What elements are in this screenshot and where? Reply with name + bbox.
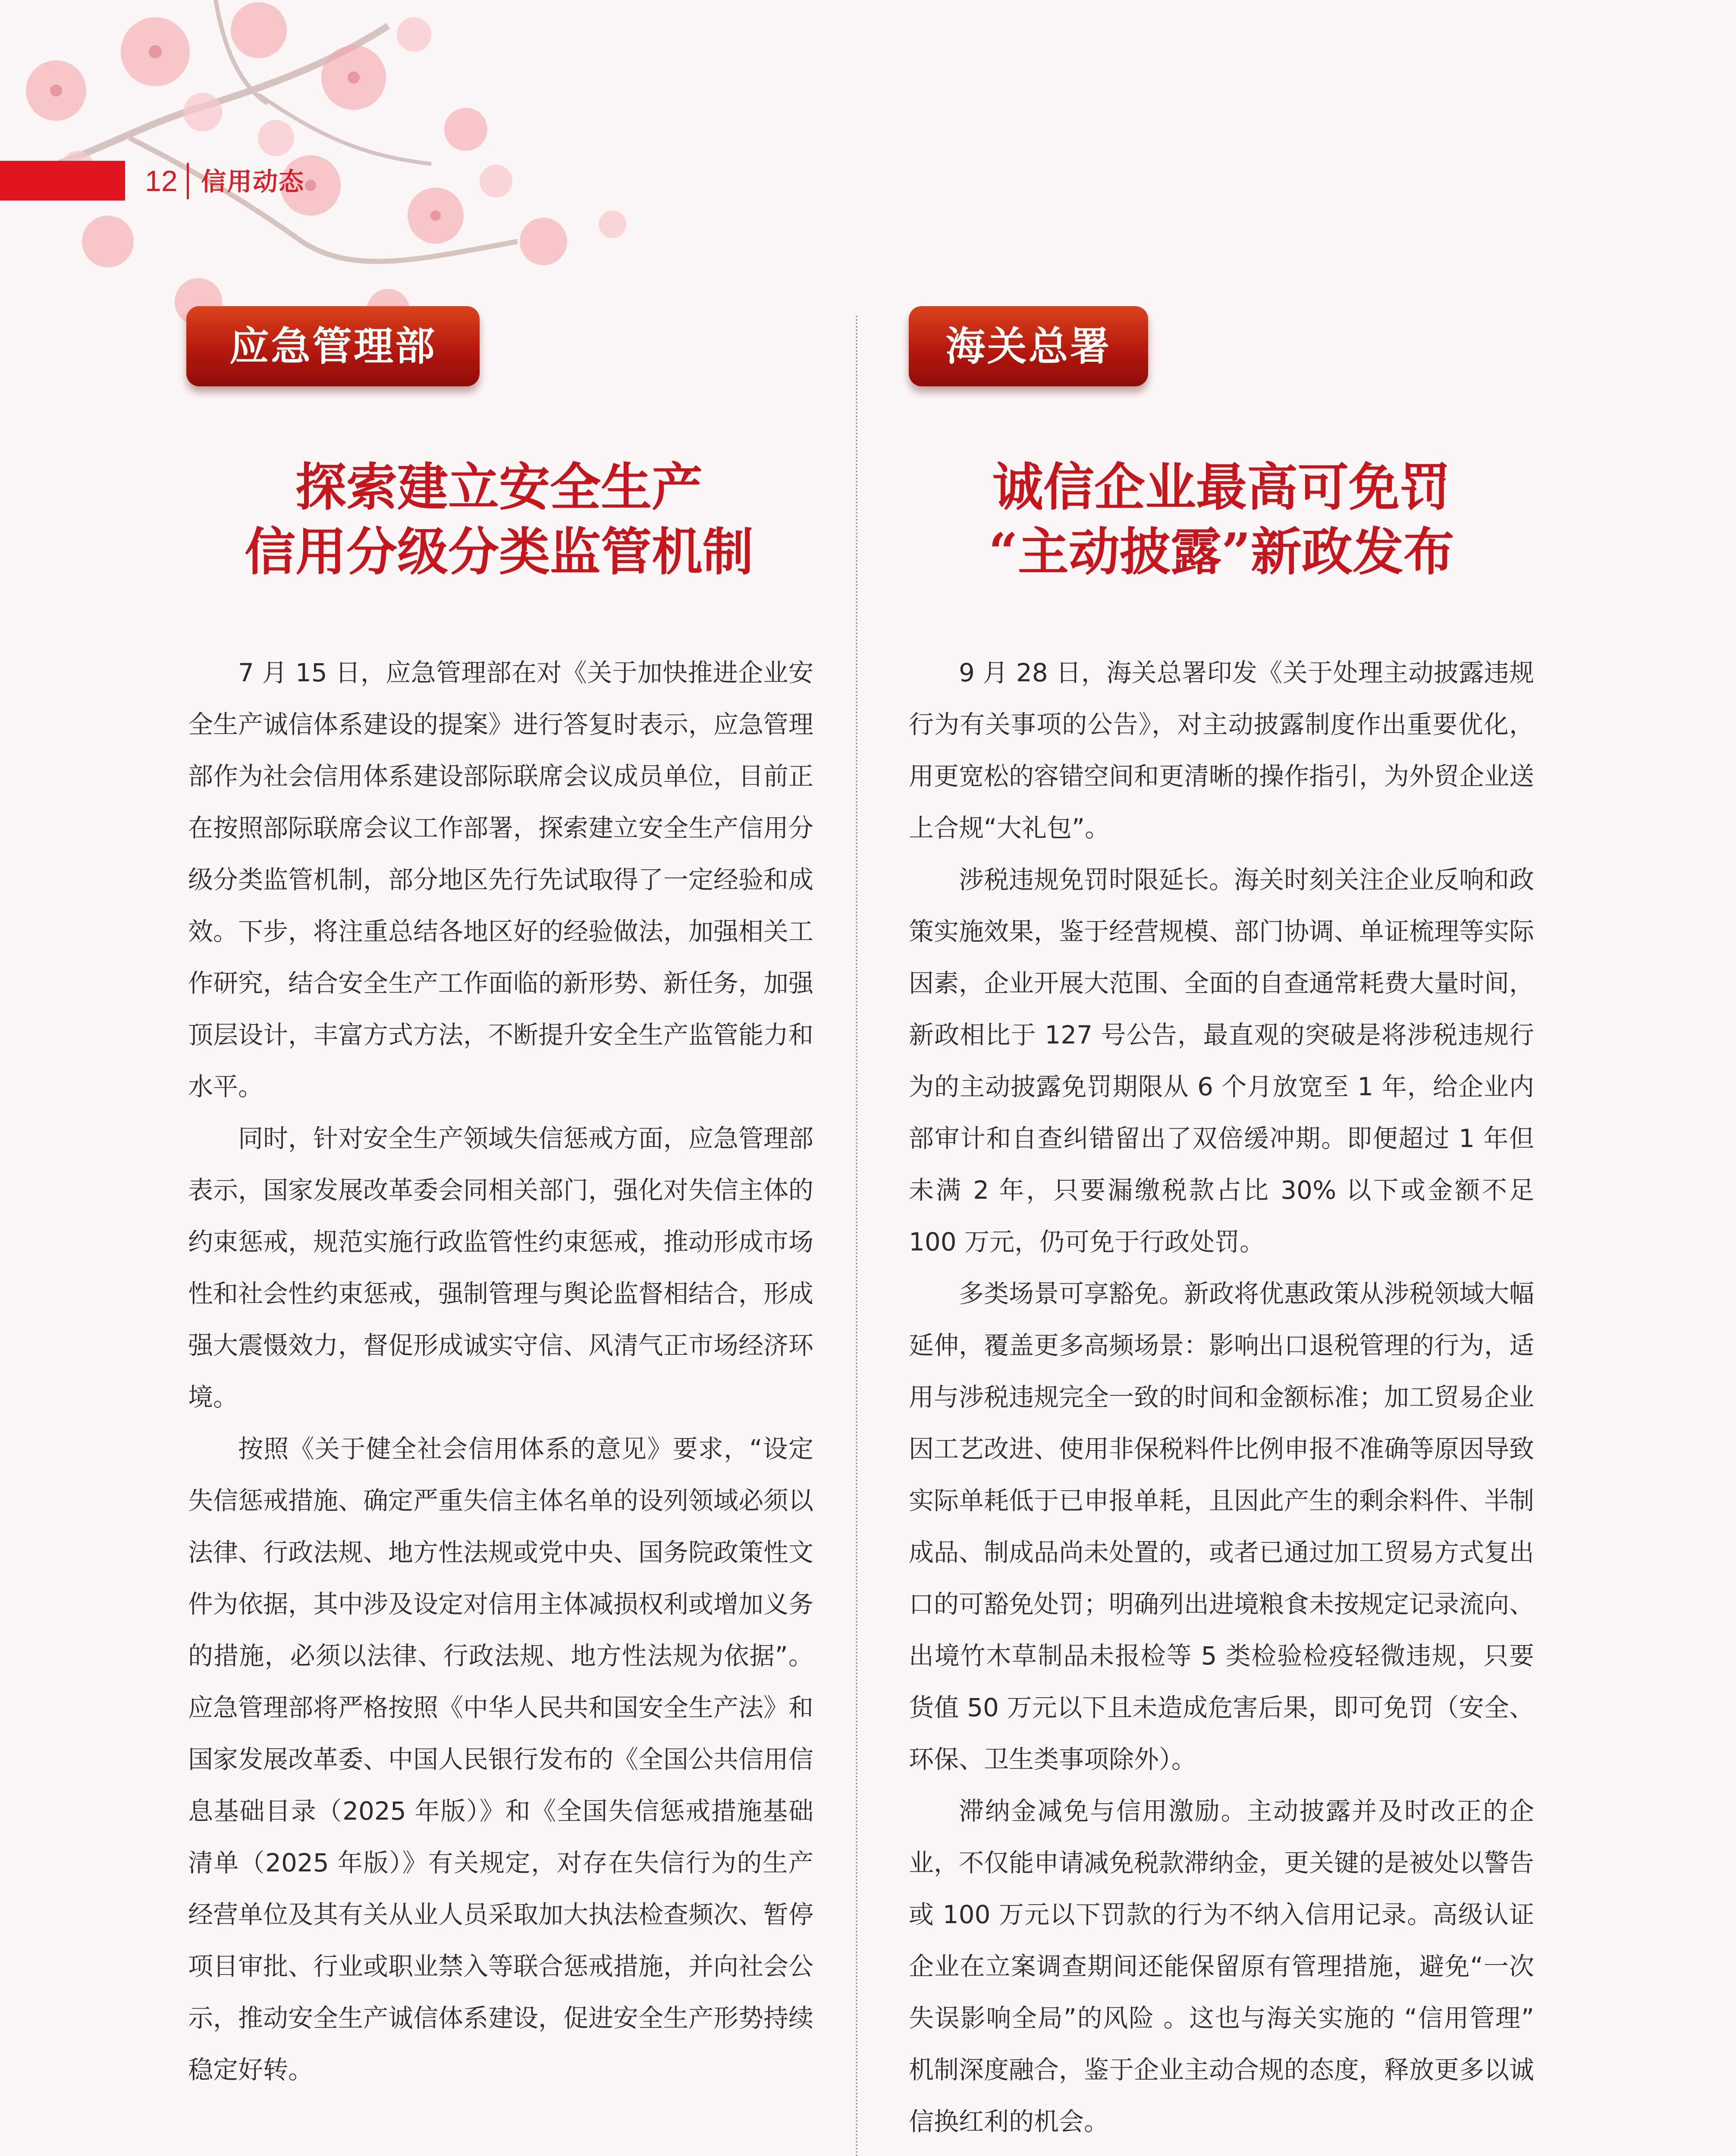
right-paragraph: 涉税违规免罚时限延长。海关时刻关注企业反响和政策实施效果，鉴于经营规模、部门协调、单证梳理等实际因素，企业开展大范围、全面的自查通常耗费大量时间，新政相比于 127 号公告，最直观的突破是将涉税违规行为的主动披露免罚期限从 6 个月放宽至 1 年，给企业内部审计和自查纠错留出了双倍缓冲期。即便超过 1 年但未满 2 年，只要漏缴税款占比 30% 以下或金额不足 100 万元，仍可免于行政处罚。 <box>909 865 1535 1257</box>
header-red-bar <box>0 161 125 201</box>
right-paragraph: 滞纳金减免与信用激励。主动披露并及时改正的企业，不仅能申请减免税款滞纳金，更关键的是被处以警告或 100 万元以下罚款的行为不纳入信用记录。高级认证企业在立案调查期间还能保留原有管理措施，避免“一次失误影响全局”的风险 。这也与海关实施的 “信用管理” 机制深度融合，鉴于企业主动合规的态度，释放更多以诚信换红利的机会。 <box>909 1796 1535 2136</box>
right-article-body <box>909 647 1534 2147</box>
right-department-tag: 海关总署 <box>909 306 1148 386</box>
left-paragraph: 按照《关于健全社会信用体系的意见》要求，“设定失信惩戒措施、确定严重失信主体名单的设列领域必须以法律、行政法规、地方性法规或党中央、国务院政策性文件为依据，其中涉及设定对信用主体减损权利或增加义务的措施，必须以法律、行政法规、地方性法规为依据”。应急管理部将严格按照《中华人民共和国安全生产法》和国家发展改革委、中国人民银行发布的《全国公共信用信息基础目录（2025 年版）》和《全国失信惩戒措施基础清单（2025 年版）》有关规定，对存在失信行为的生产经营单位及其有关从业人员采取加大执法检查频次、暂停项目审批、行业或职业禁入等联合惩戒措施，并向社会公示，推动安全生产诚信体系建设，促进安全生产形势持续稳定好转。 <box>188 1434 814 2084</box>
right-article-headline <box>909 455 1534 584</box>
right-headline-line-1: 诚信企业最高可免罚 <box>992 457 1450 517</box>
left-department-tag: 应急管理部 <box>186 306 480 386</box>
header-separator <box>187 163 189 199</box>
right-headline-line-2: “主动披露”新政发布 <box>989 522 1454 582</box>
left-headline-line-1: 探索建立安全生产 <box>295 457 703 517</box>
right-paragraph: 多类场景可享豁免。新政将优惠政策从涉税领域大幅延伸，覆盖更多高频场景：影响出口退税管理的行为，适用与涉税违规完全一致的时间和金额标准；加工贸易企业因工艺改进、使用非保税料件比例申报不准确等原因导致实际单耗低于已申报单耗，且因此产生的剩余料件、半制成品、制成品尚未处置的，或者已通过加工贸易方式复出口的可豁免处罚；明确列出进境粮食未按规定记录流向、出境竹木草制品未报检等 5 类检验检疫轻微违规，只要货值 50 万元以下且未造成危害后果，即可免罚（安全、环保、卫生类事项除外）。 <box>909 1279 1535 1774</box>
right-paragraph: 9 月 28 日，海关总署印发《关于处理主动披露违规行为有关事项的公告》，对主动披露制度作出重要优化，用更宽松的容错空间和更清晰的操作指引，为外贸企业送上合规“大礼包”。 <box>909 658 1535 843</box>
left-article-headline <box>186 455 812 584</box>
left-article-body <box>188 647 813 2096</box>
column-divider <box>856 316 857 2156</box>
left-paragraph: 7 月 15 日，应急管理部在对《关于加快推进企业安全生产诚信体系建设的提案》进行答复时表示，应急管理部作为社会信用体系建设部际联席会议成员单位，目前正在按照部际联席会议工作部署，探索建立安全生产信用分级分类监管机制，部分地区先行先试取得了一定经验和成效。下步，将注重总结各地区好的经验做法，加强相关工作研究，结合安全生产工作面临的新形势、新任务，加强顶层设计，丰富方式方法，不断提升安全生产监管能力和水平。 <box>188 658 814 1101</box>
left-headline-line-2: 信用分级分类监管机制 <box>244 522 753 582</box>
left-paragraph: 同时，针对安全生产领域失信惩戒方面，应急管理部表示，国家发展改革委会同相关部门，强化对失信主体的约束惩戒，规范实施行政监管性约束惩戒，推动形成市场性和社会性约束惩戒，强制管理与舆论监督相结合，形成强大震慑效力，督促形成诚实守信、风清气正市场经济环境。 <box>188 1124 814 1412</box>
page-number: 12 <box>145 165 178 197</box>
section-title: 信用动态 <box>201 167 305 196</box>
